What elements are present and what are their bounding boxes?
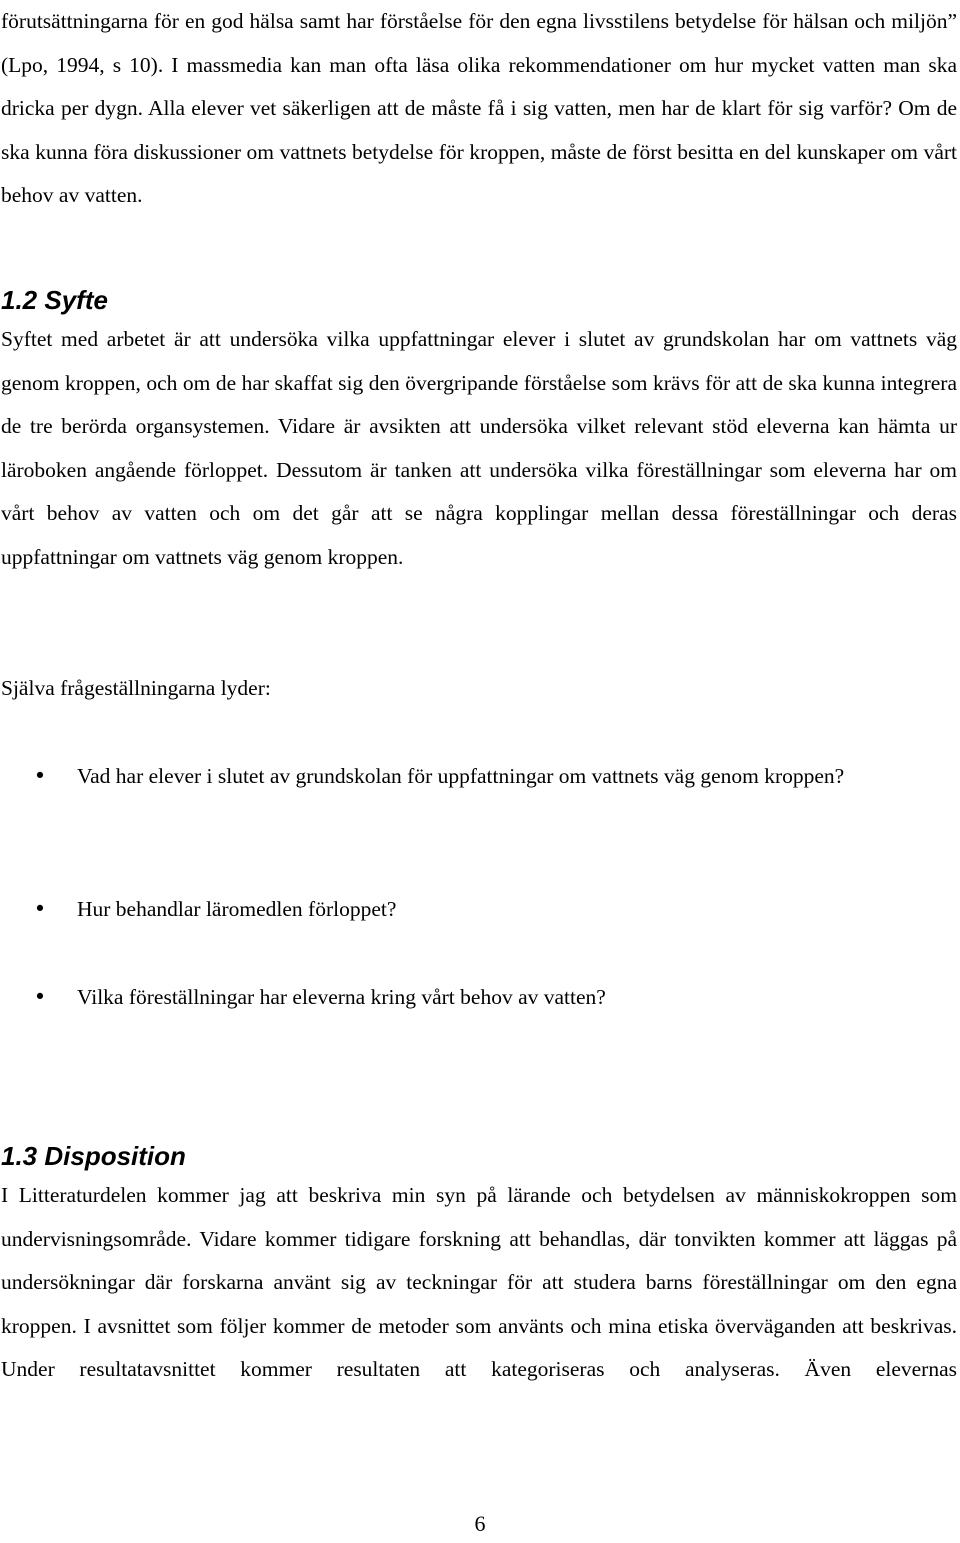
intro-paragraph: förutsättningarna för en god hälsa samt har förståelse för den egna livsstilens betydelse för hälsan och miljön” (Lpo, 1994, s 10). I massmedia kan man ofta läsa olika rekommendationer om hur mycket vatten man ska dricka per dygn. Alla elever vet säkerligen att de måste få i sig vatten, men har de klart för sig varför? Om de ska kunna föra diskussioner om vattnets betydelse för kroppen, måste de först besitta en del kunskaper om vårt behov av vatten. bbox=[1, 9, 957, 208]
section-heading-syfte: 1.2 Syfte bbox=[1, 285, 108, 315]
questions-intro: Själva frågeställningarna lyder: bbox=[1, 676, 271, 700]
bullet-icon: • bbox=[33, 897, 47, 922]
section-heading-disposition: 1.3 Disposition bbox=[1, 1141, 186, 1171]
question-text: Vilka föreställningar har eleverna kring vårt behov av vatten? bbox=[77, 985, 606, 1009]
page-number: 6 bbox=[474, 1511, 486, 1536]
syfte-paragraph: Syftet med arbetet är att undersöka vilka uppfattningar elever i slutet av grundskolan har om vattnets väg genom kroppen, och om de har skaffat sig den övergripande förståelse som krävs för att de ska kunna integrera de tre berörda organsystemen. Vidare är avsikten att undersöka vilket relevant stöd eleverna kan hämta ur läroboken angående förloppet. Dessutom är tanken att undersöka vilka föreställningar som eleverna har om vårt behov av vatten och om det går att se några kopplingar mellan dessa föreställningar och deras uppfattningar om vattnets väg genom kroppen. bbox=[1, 327, 957, 569]
question-text: Hur behandlar läromedlen förloppet? bbox=[77, 897, 397, 921]
question-text: Vad har elever i slutet av grundskolan för uppfattningar om vattnets väg genom kroppen? bbox=[77, 764, 845, 788]
disposition-paragraph: I Litteraturdelen kommer jag att beskriva min syn på lärande och betydelsen av människokroppen som undervisningsområde. Vidare kommer tidigare forskning att behandlas, där tonvikten kommer att läggas på undersökningar där forskarna använt sig av teckningar för att studera barns föreställningar om den egna kroppen. I avsnittet som följer kommer de metoder som använts och mina etiska överväganden att beskrivas. Under resultatavsnittet kommer resultaten att kategoriseras och analyseras. Även elevernas bbox=[1, 1183, 957, 1382]
bullet-icon: • bbox=[33, 985, 47, 1010]
bullet-icon: • bbox=[33, 764, 47, 789]
